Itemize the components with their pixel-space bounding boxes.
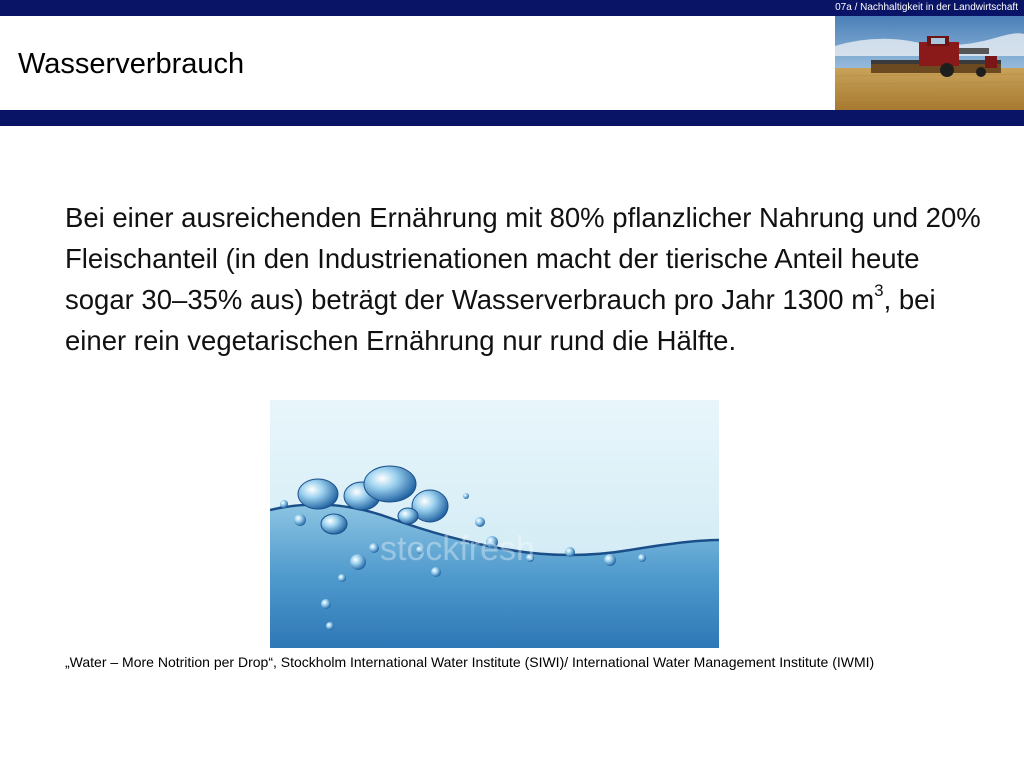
paragraph-text: Bei einer ausreichenden Ernährung mit 80% pflanzlicher Nahrung und 20% Fleischanteil (in den Industrienationen macht der tierische Anteil heute sogar 30–35% aus) beträgt der Wasserverbrauch pro Jahr 1300 m: [65, 202, 981, 315]
superscript: 3: [874, 280, 884, 300]
water-bubbles-image: [270, 400, 719, 648]
combine-harvester-field-image: [835, 16, 1024, 110]
watermark: stockfresh: [380, 530, 535, 568]
breadcrumb: 07a / Nachhaltigkeit in der Landwirtschaft: [835, 2, 1018, 13]
header-band: [0, 110, 1024, 126]
top-bar: [0, 0, 1024, 16]
citation: „Water – More Notrition per Drop“, Stockholm International Water Institute (SIWI)/ International Water Management Institute (IWMI): [65, 654, 875, 670]
page-title: Wasserverbrauch: [18, 48, 245, 80]
harvester-image: [835, 16, 1024, 110]
water-bubbles-illustration: [270, 400, 719, 648]
paragraph-text-end: , bei einer rein vegetarischen Ernährung nur rund die Hälfte.: [65, 284, 936, 356]
main-paragraph: [65, 197, 995, 361]
